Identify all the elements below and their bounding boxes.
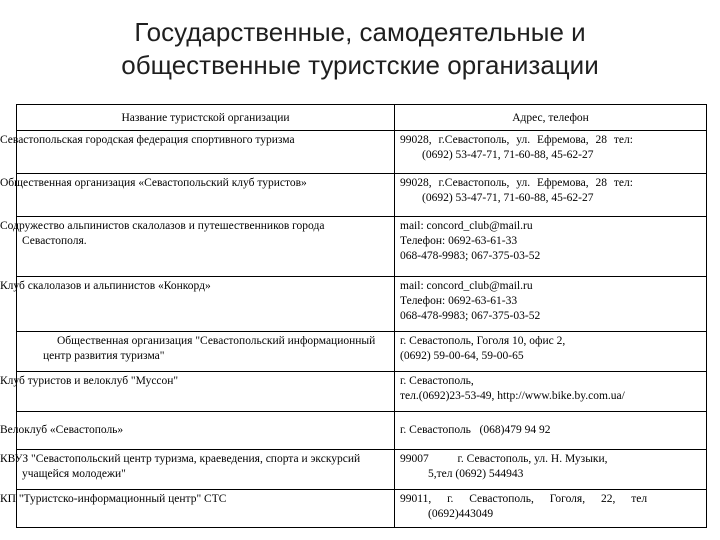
organization-name-cell: Общественная организация «Севастопольский клуб туристов» [17,174,395,217]
address-line: Телефон: 0692-63-61-33 [400,235,518,247]
table-row [17,450,707,490]
address-cell [395,412,707,450]
organization-name-cell: Содружество альпинистов скалолазов и путешественников города Севастополя. [17,217,395,277]
address-line: (0692)443049 [428,508,494,520]
organizations-table [0,104,707,528]
address-cell [395,332,707,372]
address-cell [395,217,707,277]
address-line: г. Севастополь (068)479 94 92 [400,424,551,436]
address-cell [395,372,707,412]
address-line: г. Севастополь, [400,375,474,387]
address-line: 99028, г.Севастополь, ул. Ефремова, 28 тел: [400,177,633,189]
organization-name-cell: Севастопольская городская федерация спортивного туризма [17,131,395,174]
organization-name-text: Общественная организация "Севастопольский информационный центр развития туризма" [43,335,376,362]
table-row [17,372,707,412]
organization-name-cell: КП "Туристско-информационный центр" СТС [17,490,395,528]
address-cell [395,277,707,332]
address-line: (0692) 53-47-71, 71-60-88, 45-62-27 [422,192,594,204]
address-cell [395,450,707,490]
address-cell [395,490,707,528]
address-line: 068-478-9983; 067-375-03-52 [400,250,541,262]
table-row [17,131,707,174]
address-line: (0692) 53-47-71, 71-60-88, 45-62-27 [422,149,594,161]
organization-name-cell: Велоклуб «Севастополь» [17,412,395,450]
table-row [17,412,707,450]
organization-name-cell [17,332,395,372]
table-row [17,332,707,372]
header-address-phone: Адрес, телефон [395,105,707,131]
address-line: тел.(0692)23-53-49, http://www.bike.by.com.ua/ [400,390,625,402]
address-line: 5,тел (0692) 544943 [428,468,524,480]
address-line: 068-478-9983; 067-375-03-52 [400,310,541,322]
table-row [17,277,707,332]
header-organization-name: Название туристской организации [17,105,395,131]
table-row [17,217,707,277]
page-title-line-1: Государственные, самодеятельные и [134,17,586,47]
organization-name-cell: Клуб скалолазов и альпинистов «Конкорд» [17,277,395,332]
table-header-row [17,105,707,131]
address-cell [395,174,707,217]
page-title-line-2: общественные туристские организации [121,50,599,80]
address-cell [395,131,707,174]
address-line: mail: concord_club@mail.ru [400,280,533,292]
address-line: 99028, г.Севастополь, ул. Ефремова, 28 тел: [400,134,633,146]
organization-name-cell: Клуб туристов и велоклуб "Муссон" [17,372,395,412]
address-line: Телефон: 0692-63-61-33 [400,295,518,307]
address-line: 99011, г. Севастополь, Гоголя, 22, тел [400,493,648,505]
table-row [17,490,707,528]
page-title [0,16,720,82]
organization-name-cell: КВУЗ "Севастопольский центр туризма, краеведения, спорта и экскурсий учащейся молодежи" [17,450,395,490]
address-line: г. Севастополь, Гоголя 10, офис 2, [400,335,566,347]
table-row [17,174,707,217]
address-line: mail: concord_club@mail.ru [400,220,533,232]
address-line: (0692) 59-00-64, 59-00-65 [400,350,524,362]
address-line: 99007 г. Севастополь, ул. Н. Музыки, [400,453,608,465]
